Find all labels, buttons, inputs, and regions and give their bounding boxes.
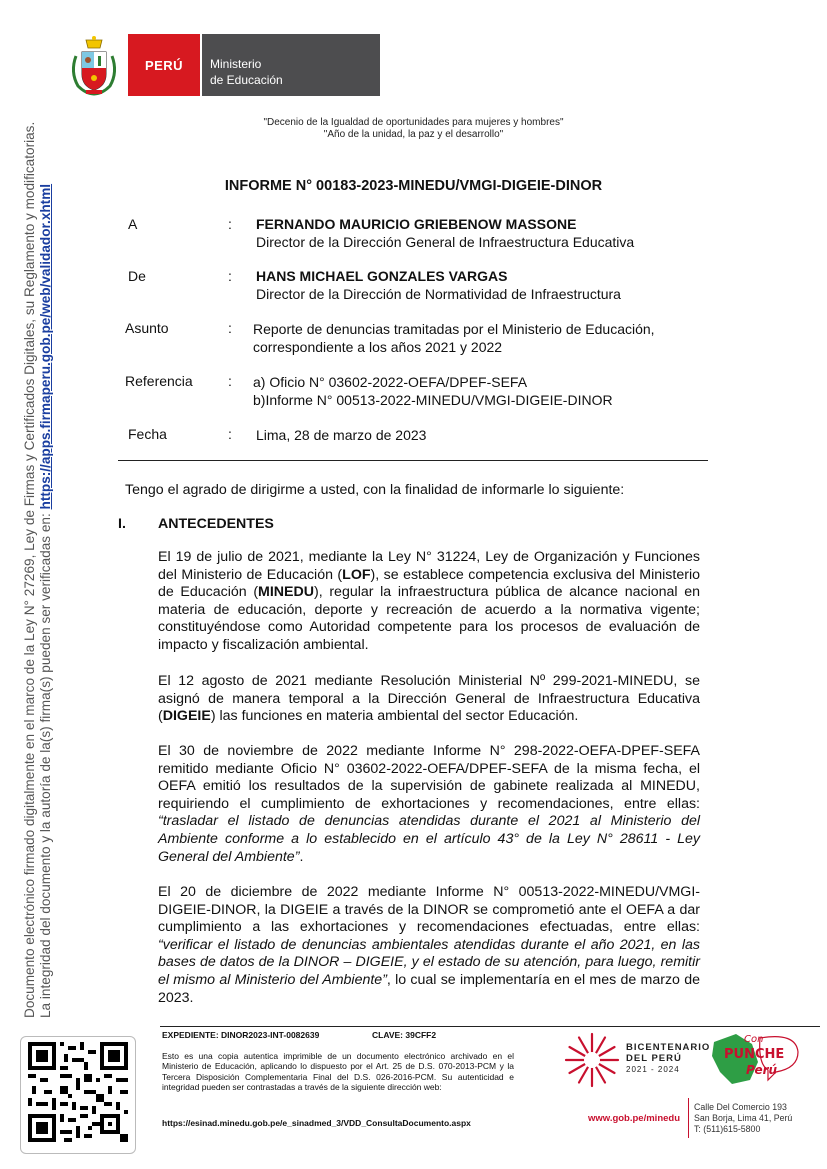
peru-coat-of-arms-icon	[68, 32, 120, 98]
bicentenario-text	[626, 1042, 710, 1075]
from-value	[256, 267, 621, 303]
paragraph-2	[158, 673, 700, 726]
reference-value	[253, 373, 613, 409]
subject-colon: :	[228, 320, 232, 336]
bicentenario-years: 2021 - 2024	[626, 1065, 680, 1074]
p1-minedu: MINEDU	[258, 584, 315, 601]
p1-text-a: El 19 de julio de 2021, mediante la Ley N° 31224, Ley de Organización y Funciones del Ministerio de Educación (	[158, 549, 700, 583]
to-label: A	[128, 216, 138, 232]
reference-a: a) Oficio N° 03602-2022-OEFA/DPEF-SEFA	[253, 374, 528, 390]
year-motto: "Año de la unidad, la paz y el desarrollo"	[323, 129, 504, 140]
contact-divider	[688, 1098, 689, 1138]
signature-note-line2	[38, 98, 54, 1018]
reference-colon: :	[228, 373, 232, 389]
intro-paragraph: Tengo el agrado de dirigirme a usted, con la finalidad de informarle lo siguiente:	[125, 482, 625, 498]
document-title: INFORME N° 00183-2023-MINEDU/VMGI-DIGEIE-DINOR	[224, 178, 603, 194]
section-title: ANTECEDENTES	[158, 516, 274, 532]
bicentenario-line1: BICENTENARIO	[626, 1042, 711, 1053]
p2-text-a: El 12 agosto de 2021 mediante Resolución Ministerial Nº 299-2021-MINEDU, se asignó de manera temporal a la Dirección General de Infraestructura Educativa (	[158, 673, 700, 725]
p1-text-c: ), se establece competencia exclusiva del Ministerio de Educación (	[158, 566, 701, 601]
verification-url[interactable]: https://esinad.minedu.gob.pe/e_sinadmed_3/VDD_ConsultaDocumento.aspx	[162, 1118, 471, 1128]
authenticity-note: Esto es una copia autentica imprimible de un documento electrónico archivado en el Ministerio de Educación, aplicando lo dispuesto por el Art. 25 de D.S. 070-2013-PCM y la Tercera Disposición Complementaria Final del D.S. 026-2016-PCM. Su autenticidad e integridad pueden ser contrastadas a través de la siguiente dirección web:	[162, 1051, 514, 1093]
svg-text:PUNCHE: PUNCHE	[724, 1047, 785, 1062]
to-value	[256, 215, 634, 251]
address-line1: Calle Del Comercio 193	[694, 1102, 787, 1112]
paragraph-3	[158, 743, 700, 866]
from-name: HANS MICHAEL GONZALES VARGAS	[256, 268, 508, 284]
reference-label: Referencia	[125, 373, 193, 389]
p4-text-a: El 20 de diciembre de 2022 mediante Informe N° 00513-2022-MINEDU/VMGI-DIGEIE-DINOR, la DIGEIE a través de la DINOR se comprometió ante el OEFA a dar cumplimiento a las exhortaciones y recomendaciones efectuadas, entre ellas:	[158, 884, 700, 936]
date-value: Lima, 28 de marzo de 2023	[256, 427, 427, 443]
bicentenario-logo-icon	[562, 1030, 622, 1090]
validator-link[interactable]: https://apps.firmaperu.gob.pe/web/validador.xhtml	[38, 183, 53, 510]
header-divider	[118, 460, 708, 461]
paragraph-4	[158, 884, 700, 1007]
date-label: Fecha	[128, 426, 167, 442]
subject-label: Asunto	[125, 320, 169, 336]
from-label: De	[128, 268, 146, 284]
from-role: Director de la Dirección de Normatividad de Infraestructura	[256, 286, 621, 302]
logo-ministry-line1: Ministerio	[210, 57, 262, 71]
p2-digeie: DIGEIE	[162, 708, 211, 725]
ministry-website-link[interactable]: www.gob.pe/minedu	[588, 1113, 681, 1124]
bicentenario-line2: DEL PERÚ	[626, 1053, 682, 1064]
p3-text-c: .	[299, 848, 304, 865]
con-punche-peru-logo-icon	[706, 1028, 802, 1088]
date-colon: :	[228, 426, 232, 442]
logo-country-text: PERÚ	[144, 57, 184, 73]
p2-text-c: ) las funciones en materia ambiental del sector Educación.	[210, 708, 579, 725]
svg-text:Perú: Perú	[746, 1063, 778, 1077]
signature-note-line1: Documento electrónico firmado digitalmente en el marco de la Ley N° 27269, Ley de Firmas y Certificados Digitales, su Reglamento y modificatorias.	[22, 121, 37, 1018]
logo-ministry-line2: de Educación	[210, 73, 283, 87]
logo-peru-block	[128, 34, 200, 96]
year-mottos	[0, 117, 827, 141]
address-line2: San Borja, Lima 41, Perú	[694, 1113, 793, 1123]
subject-value	[253, 320, 655, 356]
to-name: FERNANDO MAURICIO GRIEBENOW MASSONE	[256, 216, 577, 232]
subject-line2: correspondiente a los años 2021 y 2022	[253, 339, 503, 355]
to-role: Director de la Dirección General de Infraestructura Educativa	[256, 234, 635, 250]
digital-signature-note	[22, 98, 54, 1018]
p3-quote: “trasladar el listado de denuncias atendidas durante el 2021 al Ministerio del Ambiente conforme a lo establecido en el artículo 43° de la Ley N° 28611 - Ley General del Ambiente”	[158, 813, 700, 865]
contact-info	[694, 1102, 792, 1135]
section-number: I.	[118, 516, 126, 532]
subject-line1: Reporte de denuncias tramitadas por el Ministerio de Educación,	[253, 321, 655, 337]
p3-text-a: El 30 de noviembre de 2022 mediante Informe N° 298-2022-OEFA-DPEF-SEFA remitido mediante Oficio N° 03602-2022-OEFA/DPEF-SEFA de la misma fecha, el OEFA emitió los resultados de la supervisión de gabinete realizada al MINEDU, requiriendo el cumplimiento de exhortaciones y recomendaciones, entre ellas:	[158, 743, 700, 812]
document-key: CLAVE: 39CFF2	[372, 1030, 437, 1040]
paragraph-1	[158, 549, 700, 655]
from-colon: :	[228, 268, 232, 284]
p4-quote: “verificar el listado de denuncias ambientales atendidas durante el año 2021, en las bases de datos de la DINOR – DIGEIE, y el estado de su atención, para luego, remitir el mismo al Ministerio del Ambiente”	[158, 936, 700, 988]
phone-number: T: (511)615-5800	[694, 1124, 761, 1134]
p4-text-c: , lo cual se implementaría en el mes de marzo de 2023.	[158, 971, 700, 1006]
reference-b: b)Informe N° 00513-2022-MINEDU/VMGI-DIGEIE-DINOR	[253, 392, 613, 408]
decade-motto: "Decenio de la Igualdad de oportunidades para mujeres y hombres"	[263, 117, 564, 128]
signature-note-prefix: La integridad del documento y la autoría de la(s) firma(s) pueden ser verificadas en:	[38, 509, 53, 1018]
logo-ministry-block	[202, 34, 380, 96]
qr-code-icon[interactable]	[28, 1042, 128, 1142]
to-colon: :	[228, 216, 232, 232]
expediente-number: EXPEDIENTE: DINOR2023-INT-0082639	[162, 1030, 320, 1040]
svg-text:Con: Con	[744, 1034, 764, 1045]
p1-lof: LOF	[342, 566, 371, 583]
p1-text-e: ), regular la infraestructura pública de alcance nacional en materia de educación, deporte y recreación de acuerdo a la normativa vigente; constituyéndose como Autoridad competente para los procesos de evaluación de impacto y fiscalización ambiental.	[158, 584, 700, 653]
footer-divider	[160, 1026, 820, 1027]
